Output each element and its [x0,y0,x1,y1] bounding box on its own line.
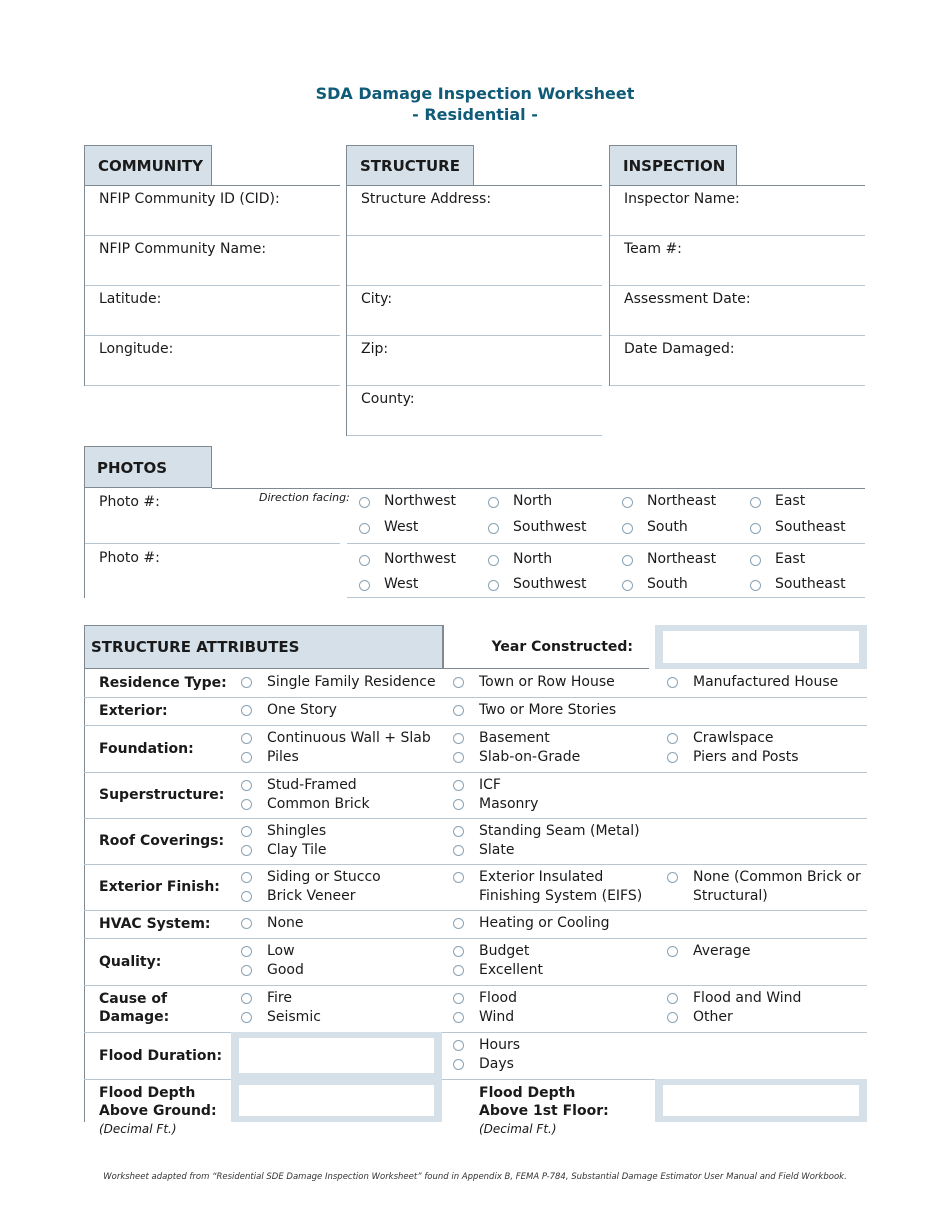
photo1-southwest-radio[interactable] [488,523,499,534]
photo1-east-radio[interactable] [750,497,761,508]
foundation-slab-on-grade-label: Slab-on-Grade [479,749,581,765]
photo1-northeast-label: Northeast [647,493,717,509]
photo2-east-radio[interactable] [750,555,761,566]
photo2-south-label: South [647,576,688,592]
photo2-southeast-label: Southeast [775,576,846,592]
cause-flood-label: Flood [479,990,517,1006]
superstructure-masonry-radio[interactable] [453,799,464,810]
quality-low-radio[interactable] [241,946,252,957]
footer-note: Worksheet adapted from “Residential SDE Damage Inspection Worksheet” found in Appendix B, FEMA P-784, Substantial Damage Estimator User Manual and Field Workbook. [103,1172,847,1182]
cause-flood-and-wind-radio[interactable] [667,993,678,1004]
quality-average-label: Average [693,943,751,959]
finish-siding-or-stucco-radio[interactable] [241,872,252,883]
page-title: SDA Damage Inspection Worksheet [315,84,635,103]
latitude-field[interactable]: Latitude: [85,286,340,336]
photo1-north-label: North [513,493,553,509]
photo1-northwest-radio[interactable] [359,497,370,508]
foundation-continuous-wall-slab-radio[interactable] [241,733,252,744]
photo2-south-radio[interactable] [622,580,633,591]
roof-clay-tile-label: Clay Tile [267,842,327,858]
quality-low-label: Low [267,943,295,959]
photo2-northeast-label: Northeast [647,551,717,567]
exterior-two-or-more-stories-radio[interactable] [453,705,464,716]
residence-manufactured-house-label: Manufactured House [693,674,839,690]
residence-town-or-row-house-label: Town or Row House [479,674,615,690]
finish-exterior-insulated-label: Exterior Insulated [479,869,604,885]
roof-standing-seam-metal-label: Standing Seam (Metal) [479,823,640,839]
community-id-field[interactable]: NFIP Community ID (CID): [85,186,340,236]
residence-town-or-row-house-radio[interactable] [453,677,464,688]
finish-wrap-5-label: Structural) [693,888,768,904]
foundation-continuous-wall-slab-label: Continuous Wall + Slab [267,730,431,746]
roof-slate-label: Slate [479,842,515,858]
foundation-piles-label: Piles [267,749,299,765]
photo2-southwest-radio[interactable] [488,580,499,591]
photo2-west-radio[interactable] [359,580,370,591]
superstructure-icf-radio[interactable] [453,780,464,791]
roof-row-label: Roof Coverings: [99,833,225,849]
hvac-row-label: HVAC System: [99,916,211,932]
photo2-southeast-radio[interactable] [750,580,761,591]
finish-siding-or-stucco-label: Siding or Stucco [267,869,381,885]
cause-row-label: Cause of Damage: [99,991,170,1025]
cause-fire-radio[interactable] [241,993,252,1004]
exterior-two-or-more-stories-label: Two or More Stories [479,702,617,718]
flood-depth-ground-input[interactable] [231,1079,442,1122]
photo2-north-radio[interactable] [488,555,499,566]
cause-other-label: Other [693,1009,733,1025]
photo2-southwest-label: Southwest [513,576,587,592]
photo1-west-label: West [384,519,419,535]
year-constructed-label: Year Constructed: [443,625,649,669]
finish-row-label: Exterior Finish: [99,879,220,895]
finish-none-common-brick-or-label: None (Common Brick or [693,869,861,885]
superstructure-common-brick-label: Common Brick [267,796,370,812]
inspection-box [609,145,865,386]
superstructure-stud-framed-label: Stud-Framed [267,777,357,793]
photo2-east-label: East [775,551,806,567]
residence-row-label: Residence Type: [99,675,227,691]
duration-hours-radio[interactable] [453,1040,464,1051]
foundation-piers-and-posts-label: Piers and Posts [693,749,799,765]
duration-days-radio[interactable] [453,1059,464,1070]
cause-wind-label: Wind [479,1009,515,1025]
hvac-heating-or-cooling-label: Heating or Cooling [479,915,610,931]
cause-flood-and-wind-label: Flood and Wind [693,990,802,1006]
photo2-northwest-label: Northwest [384,551,457,567]
flood-duration-input[interactable] [231,1032,442,1079]
quality-good-radio[interactable] [241,965,252,976]
structure-box [346,145,602,436]
duration-row-label: Flood Duration: [99,1047,223,1064]
zip-field[interactable]: Zip: [347,336,602,386]
longitude-field[interactable]: Longitude: [85,336,340,386]
team-number-field[interactable]: Team #: [610,236,865,286]
finish-none-common-brick-or-radio[interactable] [667,872,678,883]
foundation-crawlspace-radio[interactable] [667,733,678,744]
county-field[interactable]: County: [347,386,602,436]
residence-single-family-residence-radio[interactable] [241,677,252,688]
quality-excellent-label: Excellent [479,962,543,978]
exterior-row-label: Exterior: [99,703,168,719]
hvac-heating-or-cooling-radio[interactable] [453,918,464,929]
quality-good-label: Good [267,962,304,978]
photo1-west-radio[interactable] [359,523,370,534]
roof-clay-tile-radio[interactable] [241,845,252,856]
photos-section [84,446,865,598]
community-name-field[interactable]: NFIP Community Name: [85,236,340,286]
photo1-southwest-label: Southwest [513,519,587,535]
quality-budget-label: Budget [479,943,530,959]
duration-days-label: Days [479,1056,514,1072]
photo1-south-label: South [647,519,688,535]
exterior-one-story-radio[interactable] [241,705,252,716]
foundation-basement-label: Basement [479,730,550,746]
foundation-piles-radio[interactable] [241,752,252,763]
quality-excellent-radio[interactable] [453,965,464,976]
finish-brick-veneer-label: Brick Veneer [267,888,356,904]
structure-attributes-section [84,625,867,1136]
photos-heading: PHOTOS [85,446,212,488]
finish-wrap-3-label: Finishing System (EIFS) [479,888,643,904]
foundation-row-label: Foundation: [99,740,194,757]
depth_ground-label: Flood Depth Above Ground: (Decimal Ft.) [99,1085,217,1136]
cause-fire-label: Fire [267,990,292,1006]
superstructure-masonry-label: Masonry [479,796,539,812]
inspector-name-field[interactable]: Inspector Name: [610,186,865,236]
photo2-west-label: West [384,576,419,592]
inspection-heading: INSPECTION [610,145,737,186]
photo1-southeast-radio[interactable] [750,523,761,534]
cause-seismic-radio[interactable] [241,1012,252,1023]
quality-row-label: Quality: [99,953,162,970]
hvac-none-radio[interactable] [241,918,252,929]
depth_floor-label: Flood Depth Above 1st Floor: (Decimal Ft.) [479,1085,609,1136]
photo1-north-radio[interactable] [488,497,499,508]
roof-standing-seam-metal-radio[interactable] [453,826,464,837]
flood-depth-floor-input[interactable] [655,1079,867,1122]
community-heading: COMMUNITY [85,145,212,186]
residence-single-family-residence-label: Single Family Residence [267,674,436,690]
finish-exterior-insulated-radio[interactable] [453,872,464,883]
date-damaged-field[interactable]: Date Damaged: [610,336,865,386]
structure-address-field[interactable]: Structure Address: [347,186,602,236]
duration-hours-label: Hours [479,1037,521,1053]
superstructure-icf-label: ICF [479,777,501,793]
cause-flood-radio[interactable] [453,993,464,1004]
superstructure-stud-framed-radio[interactable] [241,780,252,791]
roof-shingles-radio[interactable] [241,826,252,837]
year-constructed-input[interactable] [655,625,867,669]
assessment-date-field[interactable]: Assessment Date: [610,286,865,336]
finish-brick-veneer-radio[interactable] [241,891,252,902]
photo1-southeast-label: Southeast [775,519,846,535]
cause-seismic-label: Seismic [267,1009,321,1025]
quality-budget-radio[interactable] [453,946,464,957]
quality-average-radio[interactable] [667,946,678,957]
structure-address-line2-field[interactable] [347,236,602,286]
community-box [84,145,340,386]
photo2-northwest-radio[interactable] [359,555,370,566]
photo1-east-label: East [775,493,806,509]
photo1-northwest-label: Northwest [384,493,457,509]
structure-attributes-heading: STRUCTURE ATTRIBUTES [84,625,443,669]
hvac-none-label: None [267,915,304,931]
superstructure-common-brick-radio[interactable] [241,799,252,810]
photo2-northeast-radio[interactable] [622,555,633,566]
structure-heading: STRUCTURE [347,145,474,186]
photo-number-label-2[interactable]: Photo #: [99,550,160,566]
photo1-south-radio[interactable] [622,523,633,534]
photo1-northeast-radio[interactable] [622,497,633,508]
cause-other-radio[interactable] [667,1012,678,1023]
exterior-one-story-label: One Story [267,702,337,718]
photo-number-label-1[interactable]: Photo #: [99,494,160,510]
foundation-slab-on-grade-radio[interactable] [453,752,464,763]
cause-wind-radio[interactable] [453,1012,464,1023]
residence-manufactured-house-radio[interactable] [667,677,678,688]
page-subtitle: - Residential - [412,105,538,124]
foundation-piers-and-posts-radio[interactable] [667,752,678,763]
photo2-north-label: North [513,551,553,567]
foundation-basement-radio[interactable] [453,733,464,744]
roof-shingles-label: Shingles [267,823,327,839]
roof-slate-radio[interactable] [453,845,464,856]
direction-facing-label: Direction facing: [259,491,350,504]
superstructure-row-label: Superstructure: [99,787,225,803]
foundation-crawlspace-label: Crawlspace [693,730,774,746]
city-field[interactable]: City: [347,286,602,336]
